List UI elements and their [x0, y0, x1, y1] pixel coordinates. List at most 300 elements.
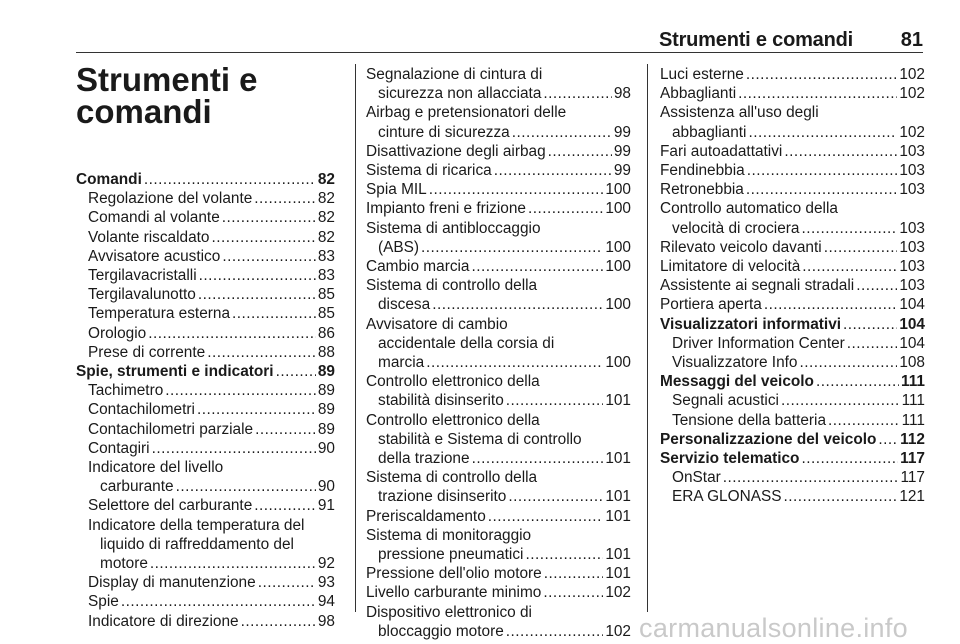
toc-entry-text: Fari autoadattativi	[660, 142, 783, 160]
leader-dots	[747, 161, 898, 180]
toc-entry[interactable]	[366, 526, 631, 564]
toc-entry-text: Temperatura esterna	[88, 305, 231, 323]
toc-page-number: 82	[317, 228, 335, 246]
toc-page-number: 92	[317, 555, 335, 573]
header-rule	[76, 52, 923, 53]
leader-dots	[222, 247, 316, 266]
toc-page-number: 111	[901, 392, 925, 410]
leader-dots	[508, 487, 603, 506]
leader-dots	[548, 142, 612, 161]
toc-entry-row	[366, 564, 631, 583]
toc-entry-text: Airbag e pretensionatori delle	[366, 104, 567, 122]
toc-entry-row	[366, 507, 631, 526]
toc-entry-row	[660, 65, 925, 84]
toc-entry-text: bloccaggio motore	[378, 622, 504, 640]
toc-entry-row	[366, 238, 631, 257]
toc-section-entry[interactable]	[660, 372, 925, 391]
toc-page-number: 117	[900, 469, 925, 487]
toc-entry-text: Tergilavalunotto	[88, 286, 196, 304]
toc-section-entry[interactable]	[76, 362, 335, 381]
toc-entry[interactable]	[76, 208, 335, 227]
leader-dots	[255, 420, 316, 439]
toc-entry-text: Comandi	[76, 171, 142, 188]
leader-dots	[543, 583, 603, 602]
toc-entry-text: Portiera aperta	[660, 296, 762, 314]
toc-entry-row	[660, 161, 925, 180]
leader-dots	[421, 238, 603, 257]
toc-entry-text: Retronebbia	[660, 181, 744, 199]
leader-dots	[748, 123, 897, 142]
toc-page-number: 82	[317, 171, 335, 188]
toc-entry[interactable]	[660, 295, 925, 314]
leader-dots	[121, 592, 316, 611]
toc-entry-text: Selettore del carburante	[88, 497, 253, 515]
toc-entry-text: Indicatore del livello	[88, 459, 224, 477]
toc-entry-text: Controllo automatico della	[660, 200, 838, 218]
toc-entry[interactable]	[366, 142, 631, 161]
leader-dots	[144, 170, 316, 189]
toc-entry-text: Contachilometri	[88, 401, 195, 419]
toc-entry[interactable]	[366, 315, 631, 373]
toc-page-number: 100	[605, 200, 631, 218]
toc-entry-text: Sistema di controllo della	[366, 469, 538, 487]
toc-entry-text: ERA GLONASS	[672, 488, 782, 506]
toc-entry[interactable]	[660, 65, 925, 84]
leader-dots	[764, 295, 898, 314]
toc-page-number: 82	[317, 190, 335, 208]
toc-page-number: 101	[605, 546, 631, 564]
toc-entry[interactable]	[366, 180, 631, 199]
toc-entry[interactable]	[660, 276, 925, 295]
toc-entry-row	[366, 123, 631, 142]
toc-page-number: 100	[605, 258, 631, 276]
toc-entry-row	[76, 420, 335, 439]
toc-page-number: 111	[901, 411, 925, 429]
toc-entry-row	[366, 180, 631, 199]
toc-entry-row	[76, 496, 335, 515]
toc-entry-row	[660, 180, 925, 199]
leader-dots	[472, 257, 604, 276]
toc-entry[interactable]	[660, 468, 925, 487]
toc-entry[interactable]	[76, 400, 335, 419]
toc-entry-row	[76, 247, 335, 266]
toc-entry-row	[76, 324, 335, 343]
toc-entry-row	[660, 334, 925, 353]
toc-entry-row	[366, 199, 631, 218]
toc-page-number: 91	[317, 497, 335, 515]
toc-entry-text: Rilevato veicolo davanti	[660, 238, 822, 256]
toc-entry-row	[660, 353, 925, 372]
toc-entry-text: cinture di sicurezza	[378, 123, 510, 141]
toc-page-number: 103	[899, 181, 925, 199]
toc-entry-row	[366, 583, 631, 602]
toc-entry-text: trazione disinserito	[378, 488, 507, 506]
leader-dots	[784, 142, 897, 161]
toc-entry-text: Tensione della batteria	[672, 411, 827, 429]
leader-dots	[828, 411, 900, 430]
toc-entry-row	[76, 400, 335, 419]
toc-page-number: 112	[900, 430, 925, 448]
toc-entry[interactable]	[76, 439, 335, 458]
toc-entry-row	[366, 449, 631, 468]
toc-entry-text: della trazione	[378, 450, 470, 468]
toc-entry-row	[366, 391, 631, 410]
toc-entry[interactable]	[76, 612, 335, 631]
toc-entry-text: Contachilometri parziale	[88, 420, 254, 438]
toc-entry-row	[76, 381, 335, 400]
leader-dots	[802, 257, 897, 276]
leader-dots	[254, 496, 316, 515]
toc-page-number: 85	[317, 286, 335, 304]
toc-entry[interactable]	[76, 496, 335, 515]
toc-entry-text: Visualizzatore Info	[672, 354, 798, 372]
toc-entry-text: Visualizzatori informativi	[660, 315, 842, 333]
toc-page-number: 104	[899, 296, 925, 314]
toc-page-number: 83	[317, 247, 335, 265]
leader-dots	[241, 612, 316, 631]
toc-page-number: 104	[899, 315, 925, 333]
leader-dots	[843, 315, 897, 334]
toc-entry-text: Avvisatore acustico	[88, 247, 221, 265]
toc-entry[interactable]	[76, 266, 335, 285]
toc-entry[interactable]	[660, 411, 925, 430]
toc-page-number: 117	[900, 450, 925, 468]
toc-entry-row	[660, 257, 925, 276]
toc-page-number: 100	[605, 238, 631, 256]
toc-entry-row	[660, 468, 925, 487]
toc-entry[interactable]	[366, 468, 631, 506]
toc-page-number: 101	[605, 450, 631, 468]
toc-page-number: 99	[613, 123, 631, 141]
toc-entry-text: Indicatore della temperatura del	[88, 516, 305, 534]
toc-entry[interactable]	[660, 487, 925, 506]
toc-entry-text: Tachimetro	[88, 382, 164, 400]
toc-entry-text: Limitatore di velocità	[660, 258, 801, 276]
leader-dots	[738, 84, 897, 103]
leader-dots	[176, 477, 316, 496]
toc-entry-row	[76, 477, 335, 496]
toc-page-number: 89	[317, 420, 335, 438]
toc-entry[interactable]	[76, 381, 335, 400]
toc-entry-row	[76, 170, 335, 189]
toc-entry-text: Sistema di ricarica	[366, 162, 492, 180]
toc-entry-row	[76, 228, 335, 247]
leader-dots	[528, 199, 603, 218]
toc-page-number: 89	[317, 363, 335, 381]
toc-entry[interactable]	[76, 247, 335, 266]
toc-entry-row	[366, 545, 631, 564]
toc-entry-text: Spie, strumenti e indicatori	[76, 363, 274, 381]
toc-entry-text: Controllo elettronico della	[366, 411, 540, 429]
leader-dots	[197, 400, 316, 419]
toc-entry-row	[660, 372, 925, 391]
toc-entry[interactable]	[366, 603, 631, 641]
leader-dots	[152, 439, 316, 458]
toc-entry-text: Dispositivo elettronico di	[366, 603, 532, 621]
toc-entry-text: Segnali acustici	[672, 392, 779, 410]
toc-entry-row	[366, 84, 631, 103]
toc-entry-text: Driver Information Center	[672, 334, 845, 352]
leader-dots	[781, 391, 900, 410]
toc-entry[interactable]	[76, 228, 335, 247]
toc-page-number: 101	[605, 488, 631, 506]
toc-entry-row	[660, 449, 925, 468]
toc-entry[interactable]	[366, 583, 631, 602]
toc-page-number: 99	[613, 142, 631, 160]
toc-page-number: 102	[899, 66, 925, 83]
toc-entry-text: Disattivazione degli airbag	[366, 142, 546, 160]
toc-entry-text: Servizio telematico	[660, 450, 800, 468]
toc-entry[interactable]	[660, 391, 925, 410]
toc-entry[interactable]	[660, 353, 925, 372]
toc-entry-text: Messaggi del veicolo	[660, 373, 814, 391]
toc-entry-text: Contagiri	[88, 439, 150, 457]
toc-entry[interactable]	[366, 507, 631, 526]
toc-entry-row	[366, 142, 631, 161]
toc-entry-text: (ABS)	[378, 238, 420, 256]
toc-entry[interactable]	[76, 304, 335, 323]
leader-dots	[150, 554, 316, 573]
toc-entry[interactable]	[76, 592, 335, 611]
toc-entry-row	[660, 84, 925, 103]
toc-entry[interactable]	[366, 161, 631, 180]
leader-dots	[429, 180, 604, 199]
column-divider	[647, 64, 648, 612]
toc-entry[interactable]	[76, 343, 335, 362]
toc-page-number: 121	[899, 488, 925, 506]
leader-dots	[801, 219, 897, 238]
toc-entry-text: pressione pneumatici	[378, 546, 524, 564]
toc-entry-row	[76, 208, 335, 227]
toc-page-number: 101	[605, 565, 631, 583]
toc-entry-text: Impianto freni e frizione	[366, 200, 526, 218]
leader-dots	[847, 334, 898, 353]
toc-entry[interactable]	[76, 420, 335, 439]
toc-page-number: 94	[317, 593, 335, 611]
toc-entry-row	[660, 238, 925, 257]
toc-entry-row	[660, 295, 925, 314]
leader-dots	[525, 545, 603, 564]
toc-page-number: 103	[899, 238, 925, 256]
toc-entry-text: Volante riscaldato	[88, 228, 210, 246]
toc-page-number: 99	[613, 162, 631, 180]
toc-entry-row	[366, 295, 631, 314]
leader-dots	[488, 507, 604, 526]
toc-page-number: 93	[317, 574, 335, 592]
toc-entry-row	[660, 219, 925, 238]
toc-entry-row	[660, 123, 925, 142]
leader-dots	[856, 276, 897, 295]
chapter-title-line: comandi	[76, 93, 212, 130]
leader-dots	[212, 228, 316, 247]
toc-column-1	[76, 170, 335, 631]
leader-dots	[746, 65, 897, 84]
toc-entry[interactable]	[366, 564, 631, 583]
toc-entry-text: liquido di raffreddamento del	[100, 535, 294, 553]
toc-entry-row	[76, 189, 335, 208]
toc-entry-text: Regolazione del volante	[88, 190, 253, 208]
leader-dots	[198, 285, 316, 304]
watermark: carmanualsonline.info	[639, 613, 908, 643]
toc-page-number: 85	[317, 305, 335, 323]
leader-dots	[148, 324, 316, 343]
toc-entry[interactable]	[660, 180, 925, 199]
toc-section-entry[interactable]	[660, 430, 925, 449]
toc-entry-text: Spia MIL	[366, 181, 427, 199]
toc-entry[interactable]	[660, 334, 925, 353]
toc-entry-text: marcia	[378, 354, 425, 372]
toc-entry-text: Abbaglianti	[660, 85, 737, 103]
leader-dots	[232, 304, 316, 323]
toc-entry[interactable]	[76, 189, 335, 208]
toc-entry-row	[76, 592, 335, 611]
toc-page-number: 100	[605, 181, 631, 199]
toc-entry-text: Sistema di antibloccaggio	[366, 219, 541, 237]
toc-entry-row	[76, 573, 335, 592]
toc-entry-row	[660, 430, 925, 449]
toc-entry-text: velocità di crociera	[672, 219, 800, 237]
toc-entry[interactable]	[660, 161, 925, 180]
leader-dots	[426, 353, 603, 372]
toc-entry[interactable]	[76, 516, 335, 574]
leader-dots	[207, 343, 316, 362]
toc-entry-text: stabilità e Sistema di controllo	[378, 430, 582, 448]
column-divider	[355, 64, 356, 612]
toc-entry-text: Comandi al volante	[88, 209, 220, 227]
leader-dots	[801, 449, 898, 468]
toc-entry-text: abbaglianti	[672, 123, 747, 141]
leader-dots	[746, 180, 897, 199]
toc-entry[interactable]	[660, 84, 925, 103]
toc-entry[interactable]	[366, 199, 631, 218]
toc-entry-row	[76, 554, 335, 573]
toc-entry-text: Assistente ai segnali stradali	[660, 277, 855, 295]
toc-entry-text: Prese di corrente	[88, 343, 206, 361]
toc-entry[interactable]	[366, 276, 631, 314]
toc-page-number: 90	[317, 439, 335, 457]
toc-entry[interactable]	[660, 257, 925, 276]
toc-page-number: 103	[899, 219, 925, 237]
toc-section-entry[interactable]	[660, 449, 925, 468]
leader-dots	[723, 468, 899, 487]
toc-entry-text: discesa	[378, 296, 431, 314]
toc-entry[interactable]	[76, 573, 335, 592]
toc-entry-text: Luci esterne	[660, 66, 744, 83]
toc-page-number: 102	[899, 85, 925, 103]
toc-entry[interactable]	[76, 324, 335, 343]
toc-entry-text: Sistema di monitoraggio	[366, 526, 532, 544]
leader-dots	[824, 238, 898, 257]
leader-dots	[784, 487, 898, 506]
toc-entry-row	[660, 411, 925, 430]
toc-page-number: 102	[605, 622, 631, 640]
toc-page-number: 100	[605, 296, 631, 314]
toc-page-number: 100	[605, 354, 631, 372]
leader-dots	[506, 391, 604, 410]
toc-entry-text: Display di manutenzione	[88, 574, 256, 592]
running-header-title: Strumenti e comandi	[658, 29, 853, 51]
toc-entry-text: Livello carburante minimo	[366, 584, 542, 602]
leader-dots	[506, 622, 604, 641]
toc-entry[interactable]	[660, 199, 925, 237]
toc-entry[interactable]	[660, 142, 925, 161]
toc-entry[interactable]	[366, 257, 631, 276]
toc-section-entry[interactable]	[660, 315, 925, 334]
leader-dots	[512, 123, 612, 142]
toc-entry-row	[366, 257, 631, 276]
toc-column-2	[366, 65, 631, 641]
page-number: 81	[900, 29, 923, 51]
toc-entry-row	[76, 612, 335, 631]
toc-entry[interactable]	[76, 285, 335, 304]
toc-page-number: 101	[605, 507, 631, 525]
toc-entry-text: Personalizzazione del veicolo	[660, 430, 877, 448]
leader-dots	[816, 372, 899, 391]
toc-page-number: 102	[899, 123, 925, 141]
toc-entry[interactable]	[366, 103, 631, 141]
toc-entry-row	[76, 362, 335, 381]
leader-dots	[276, 362, 316, 381]
toc-entry[interactable]	[366, 372, 631, 410]
leader-dots	[878, 430, 898, 449]
toc-entry[interactable]	[366, 411, 631, 469]
running-header	[76, 29, 923, 49]
toc-entry[interactable]	[366, 65, 631, 103]
toc-page-number: 88	[317, 343, 335, 361]
toc-entry-text: Fendinebbia	[660, 162, 745, 180]
toc-entry-text: Indicatore di direzione	[88, 612, 239, 630]
toc-entry-row	[76, 285, 335, 304]
toc-entry-text: Cambio marcia	[366, 258, 470, 276]
toc-page-number: 103	[899, 142, 925, 160]
toc-entry-text: Orologio	[88, 324, 147, 342]
leader-dots	[799, 353, 897, 372]
toc-entry-text: Tergilavacristalli	[88, 267, 197, 285]
toc-entry-row	[76, 439, 335, 458]
toc-page-number: 89	[317, 401, 335, 419]
chapter-title	[76, 61, 258, 130]
toc-page-number: 102	[605, 584, 631, 602]
toc-entry-text: accidentale della corsia di	[378, 334, 555, 352]
toc-page-number: 103	[899, 258, 925, 276]
toc-column-3	[660, 65, 925, 507]
leader-dots	[544, 564, 604, 583]
leader-dots	[432, 295, 603, 314]
toc-page-number: 98	[317, 612, 335, 630]
toc-entry-row	[366, 161, 631, 180]
toc-entry-text: Spie	[88, 593, 119, 611]
toc-page-number: 108	[899, 354, 925, 372]
toc-entry-text: Sistema di controllo della	[366, 277, 538, 295]
leader-dots	[258, 573, 316, 592]
toc-entry-row	[366, 622, 631, 641]
toc-entry[interactable]	[660, 238, 925, 257]
leader-dots	[165, 381, 316, 400]
toc-page-number: 111	[901, 373, 925, 391]
toc-entry-row	[660, 142, 925, 161]
toc-entry-text: carburante	[100, 478, 174, 496]
toc-entry[interactable]	[76, 458, 335, 496]
toc-entry-text: sicurezza non allacciata	[378, 85, 542, 103]
toc-entry-row	[660, 315, 925, 334]
toc-page-number: 86	[317, 324, 335, 342]
toc-entry-row	[660, 276, 925, 295]
toc-entry-row	[366, 353, 631, 372]
toc-entry[interactable]	[366, 219, 631, 257]
toc-entry[interactable]	[660, 103, 925, 141]
chapter-title-line: Strumenti e	[76, 61, 258, 98]
toc-section-entry[interactable]	[76, 170, 335, 189]
